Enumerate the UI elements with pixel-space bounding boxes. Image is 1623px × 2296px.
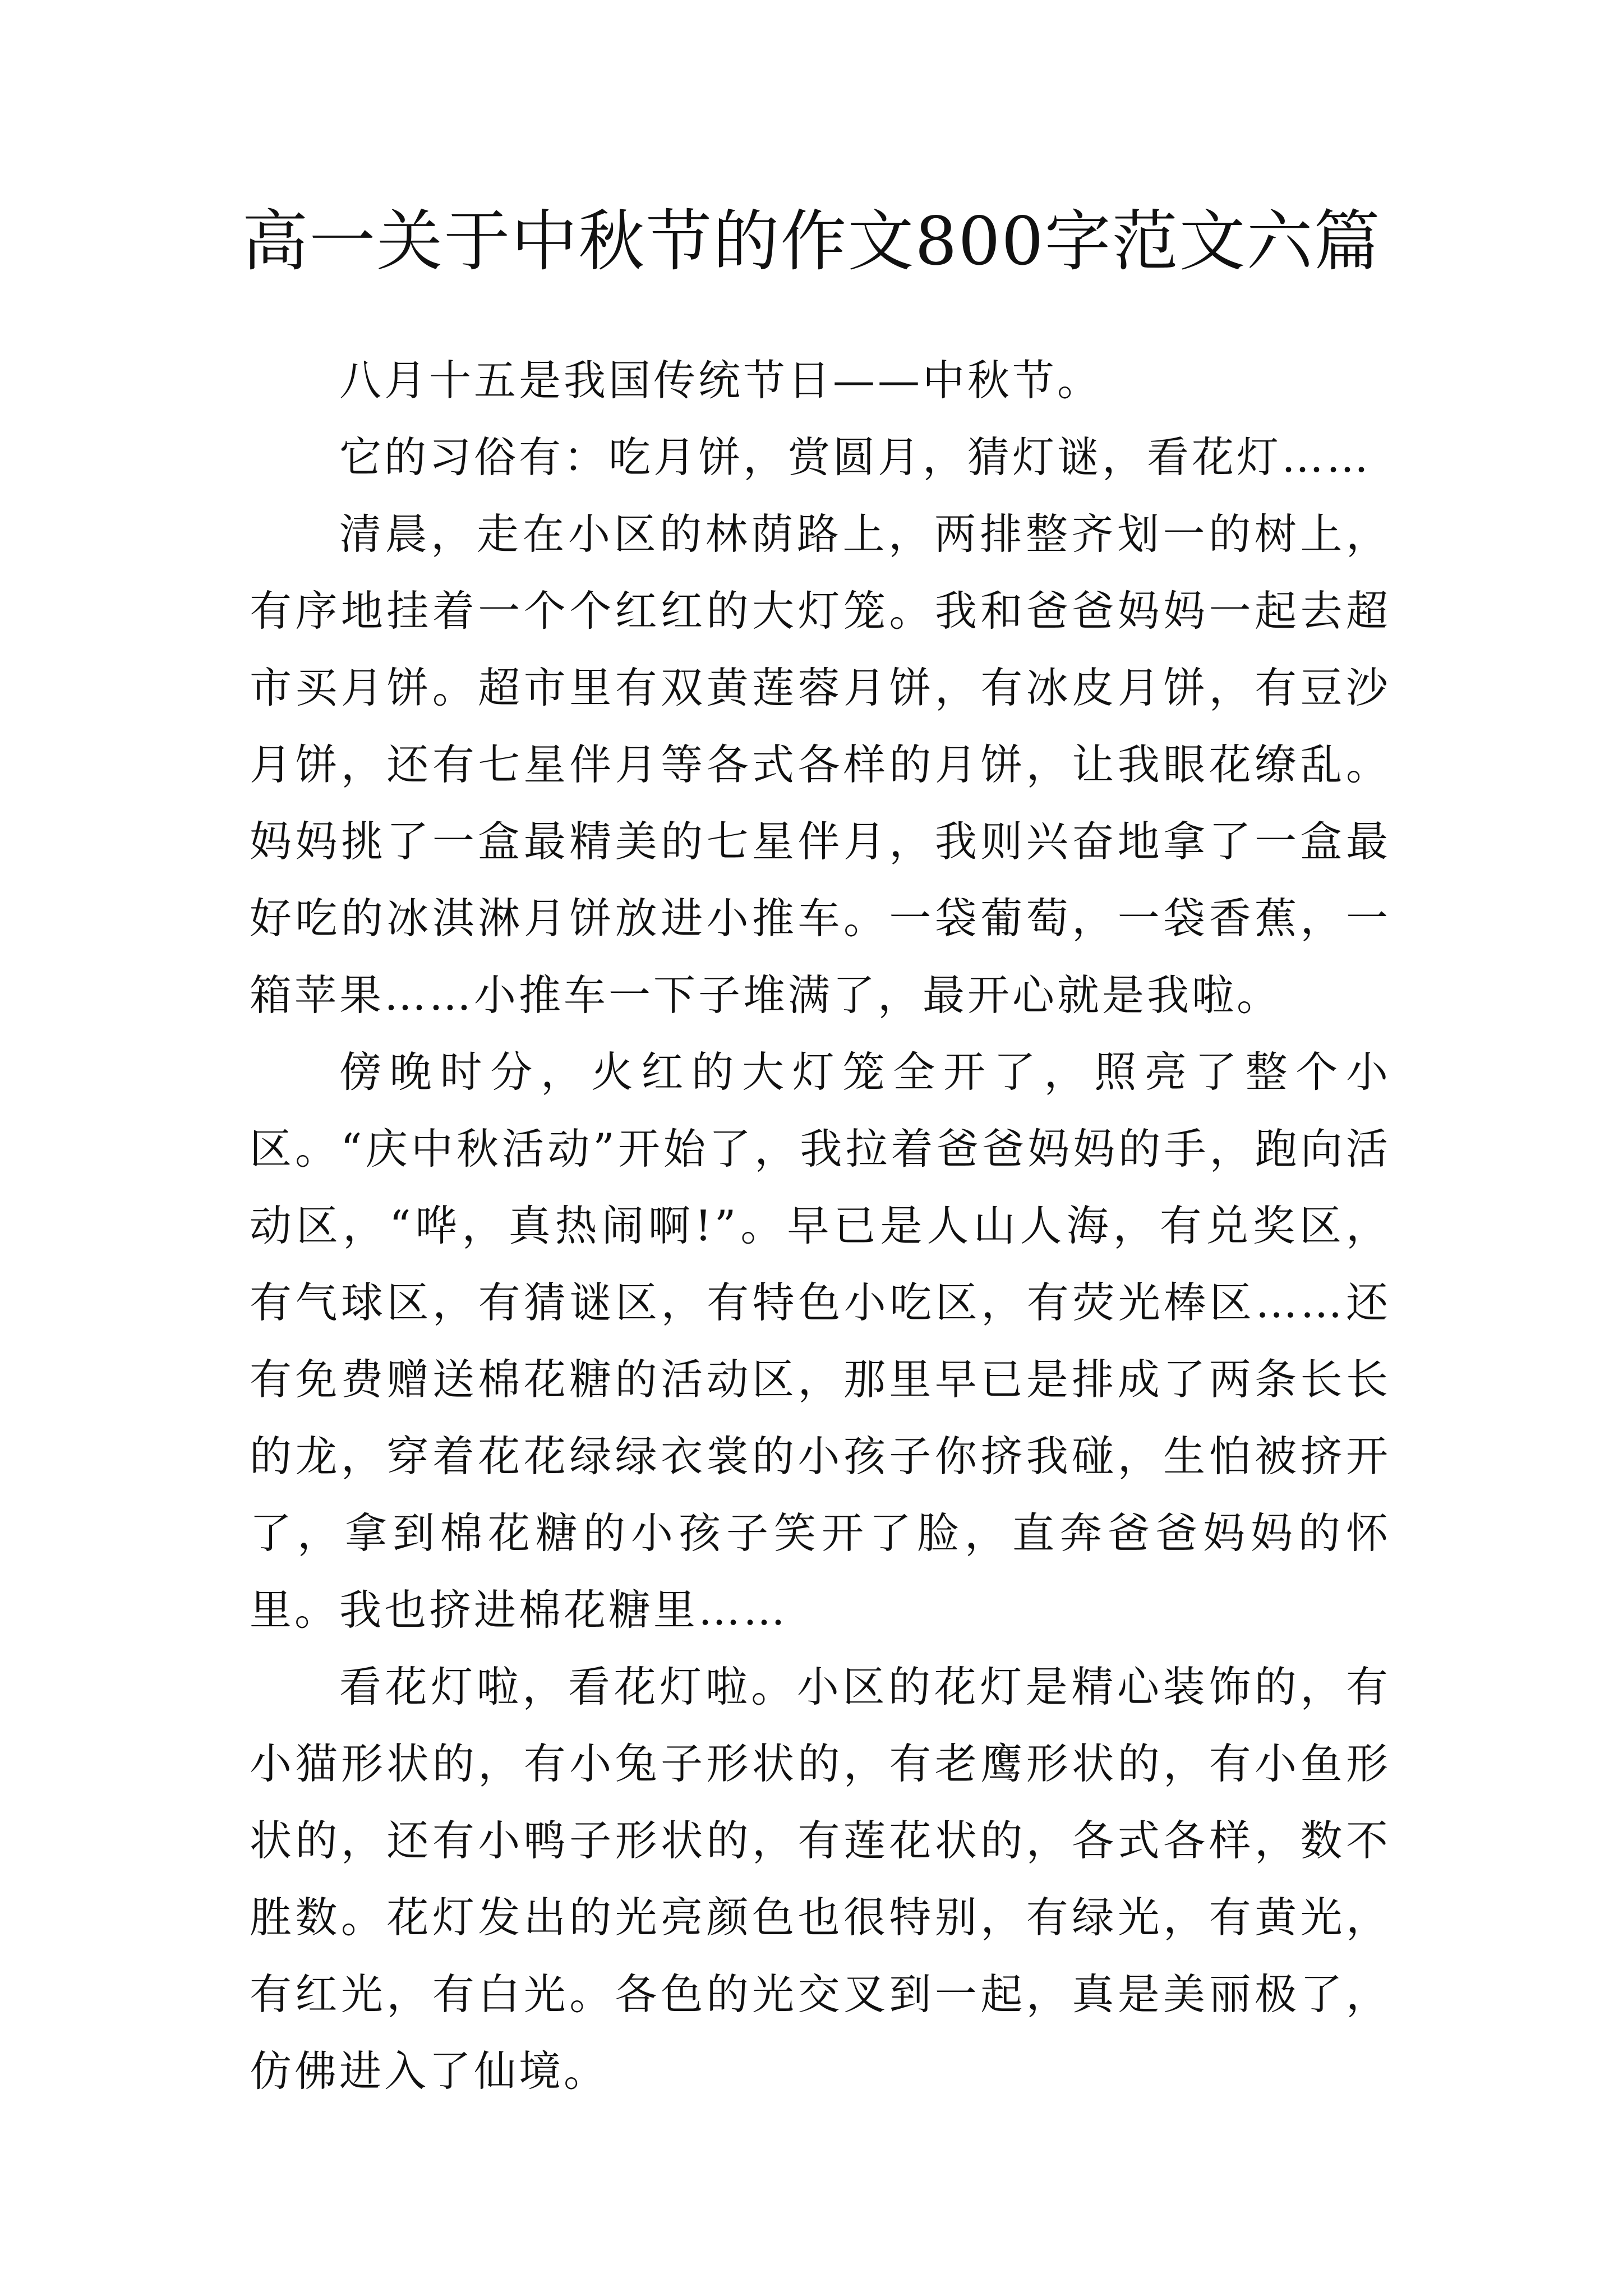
paragraph-intro: 八月十五是我国传统节日——中秋节。 [339, 356, 1103, 405]
document-body [250, 342, 1391, 2110]
paragraph-customs: 它的习俗有：吃月饼，赏圆月，猜灯谜，看花灯…… [339, 432, 1372, 482]
paragraph-morning: 清晨，走在小区的林荫路上，两排整齐划一的树上，有序地挂着一个个红红的大灯笼。我和爸爸妈妈一起去超市买月饼。超市里有双黄莲蓉月饼，有冰皮月饼，有豆沙月饼，还有七星伴月等各式各样的月饼，让我眼花缭乱。妈妈挑了一盒最精美的七星伴月，我则兴奋地拿了一盒最好吃的冰淇淋月饼放进小推车。一袋葡萄，一袋香蕉，一箱苹果……小推车一下子堆满了，最开心就是我啦。 [250, 509, 1391, 1020]
document-title: 高一关于中秋节的作文800字范文六篇 [242, 203, 1381, 280]
paragraph-lanterns: 看花灯啦，看花灯啦。小区的花灯是精心装饰的，有小猫形状的，有小兔子形状的，有老鹰形状的，有小鱼形状的，还有小鸭子形状的，有莲花状的，各式各样，数不胜数。花灯发出的光亮颜色也很特别，有绿光，有黄光，有红光，有白光。各色的光交叉到一起，真是美丽极了，仿佛进入了仙境。 [250, 1662, 1391, 2096]
paragraph-evening: 傍晚时分，火红的大灯笼全开了，照亮了整个小区。“庆中秋活动”开始了，我拉着爸爸妈妈的手，跑向活动区，“哗，真热闹啊!”。早已是人山人海，有兑奖区，有气球区，有猜谜区，有特色小吃区，有荧光棒区……还有免费赠送棉花糖的活动区，那里早已是排成了两条长长的龙，穿着花花绿绿衣裳的小孩子你挤我碰，生怕被挤开了，拿到棉花糖的小孩子笑开了脸，直奔爸爸妈妈的怀里。我也挤进棉花糖里…… [250, 1047, 1391, 1635]
